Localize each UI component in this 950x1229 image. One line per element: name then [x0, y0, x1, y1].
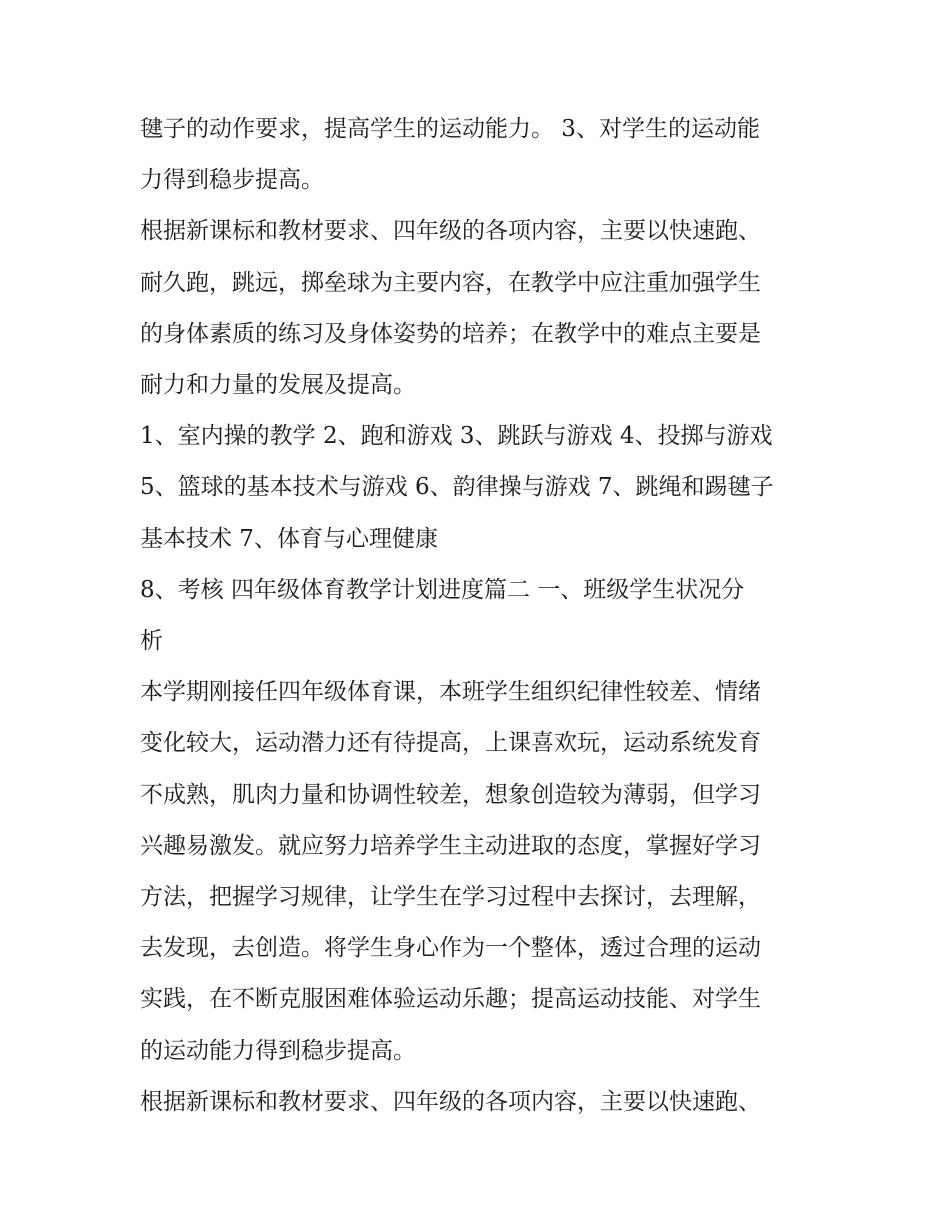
text-line: 力得到稳步提高。 — [140, 167, 324, 194]
text-line: 去发现，去创造。将学生身心作为一个整体，透过合理的运动 — [140, 935, 761, 962]
text-line: 8、考核 四年级体育教学计划进度篇二 一、班级学生状况分 — [140, 576, 745, 603]
text-line: 兴趣易激发。就应努力培养学生主动进取的态度，掌握好学习 — [140, 832, 761, 859]
text-line: 不成熟，肌肉力量和协调性较差，想象创造较为薄弱，但学习 — [140, 781, 761, 808]
text-line: 耐久跑，跳远，掷垒球为主要内容，在教学中应注重加强学生 — [140, 269, 761, 296]
text-line: 根据新课标和教材要求、四年级的各项内容，主要以快速跑、 — [140, 218, 761, 245]
text-line: 的运动能力得到稳步提高。 — [140, 1037, 416, 1064]
text-line: 根据新课标和教材要求、四年级的各项内容，主要以快速跑、 — [140, 1088, 761, 1115]
text-line: 毽子的动作要求，提高学生的运动能力。 3、对学生的运动能 — [140, 116, 760, 142]
text-line: 变化较大，运动潜力还有待提高，上课喜欢玩，运动系统发育 — [140, 730, 761, 757]
text-line: 5、篮球的基本技术与游戏 6、韵律操与游戏 7、跳绳和踢毽子 — [140, 474, 774, 501]
text-line: 的身体素质的练习及身体姿势的培养；在教学中的难点主要是 — [140, 320, 761, 347]
text-line: 耐力和力量的发展及提高。 — [140, 372, 416, 399]
text-line: 本学期刚接任四年级体育课，本班学生组织纪律性较差、情绪 — [140, 679, 761, 706]
text-line: 1、室内操的教学 2、跑和游戏 3、跳跃与游戏 4、投掷与游戏 — [140, 423, 773, 450]
text-line: 析 — [140, 628, 163, 655]
text-line: 实践，在不断克服困难体验运动乐趣；提高运动技能、对学生 — [140, 986, 761, 1013]
text-line: 方法，把握学习规律，让学生在学习过程中去探讨，去理解， — [140, 884, 761, 911]
document-body — [140, 104, 820, 1128]
text-line: 基本技术 7、体育与心理健康 — [140, 525, 438, 552]
